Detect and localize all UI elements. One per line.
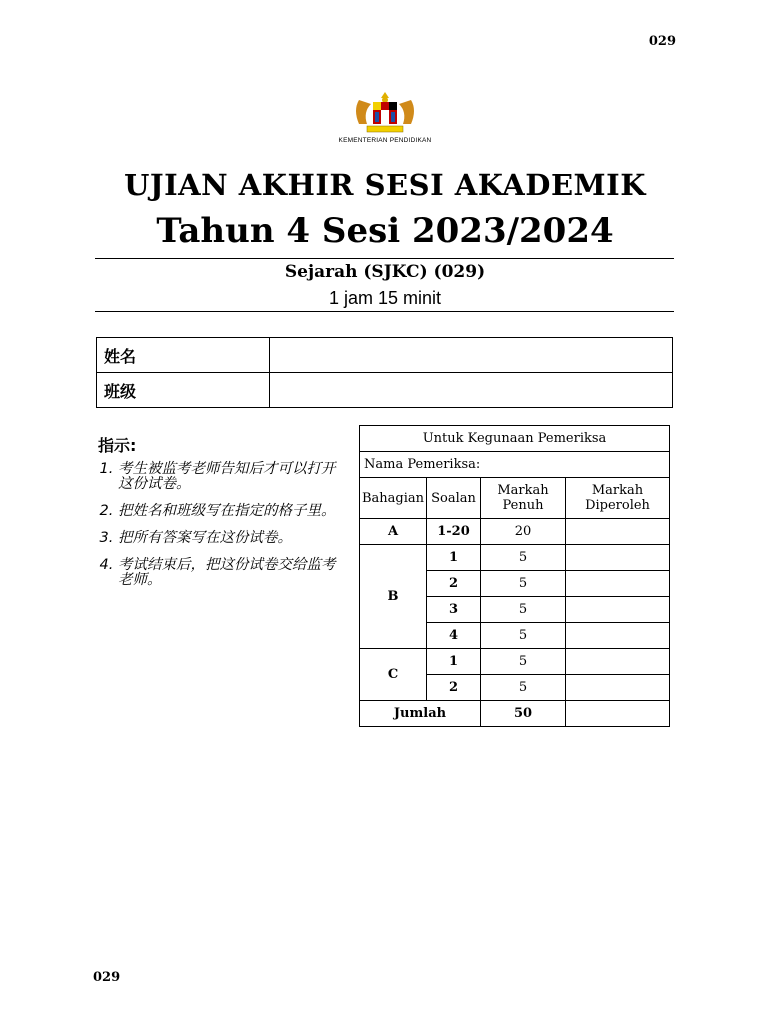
marks-obtained-cell[interactable] xyxy=(566,675,670,701)
question-cell: 2 xyxy=(427,675,481,701)
marks-obtained-cell[interactable] xyxy=(566,623,670,649)
examiner-table-title: Untuk Kegunaan Pemeriksa xyxy=(360,426,670,452)
table-row xyxy=(360,649,670,675)
table-header-row xyxy=(360,478,670,519)
full-marks-cell: 5 xyxy=(481,675,566,701)
header-marks-obtained: Markah Diperoleh xyxy=(566,478,670,519)
full-marks-cell: 5 xyxy=(481,623,566,649)
subject-title: Sejarah (SJKC) (029) xyxy=(284,262,486,282)
class-field[interactable] xyxy=(270,373,673,408)
marks-obtained-cell[interactable] xyxy=(566,649,670,675)
instruction-item: 3. 把所有答案写在这份试卷。 xyxy=(118,531,343,546)
instruction-item: 4. 考试结束后，把这份试卷交给监考老师。 xyxy=(118,558,343,588)
question-cell: 1 xyxy=(427,545,481,571)
table-row xyxy=(360,545,670,571)
name-row xyxy=(97,338,673,373)
class-label: 班级 xyxy=(97,373,270,408)
instructions-title: 指示: xyxy=(98,436,137,455)
section-c: C xyxy=(360,649,427,701)
question-cell: 4 xyxy=(427,623,481,649)
name-label: 姓名 xyxy=(97,338,270,373)
full-marks-cell: 5 xyxy=(481,545,566,571)
question-cell: 1 xyxy=(427,649,481,675)
header-section: Bahagian xyxy=(360,478,427,519)
name-field[interactable] xyxy=(270,338,673,373)
marks-obtained-cell[interactable] xyxy=(566,571,670,597)
instructions-list xyxy=(98,462,343,588)
total-label: Jumlah xyxy=(360,701,481,727)
marks-obtained-cell[interactable] xyxy=(566,597,670,623)
ministry-label: KEMENTERIAN PENDIDIKAN xyxy=(338,137,432,144)
total-marks-obtained-cell[interactable] xyxy=(566,701,670,727)
full-marks-cell: 5 xyxy=(481,571,566,597)
class-row xyxy=(97,373,673,408)
full-marks-cell: 20 xyxy=(481,519,566,545)
coat-of-arms-logo xyxy=(345,90,425,136)
instruction-item: 2. 把姓名和班级写在指定的格子里。 xyxy=(118,504,343,519)
divider xyxy=(95,311,674,312)
header-full-marks: Markah Penuh xyxy=(481,478,566,519)
student-info-box xyxy=(96,337,673,408)
exam-year-session: Tahun 4 Sesi 2023/2024 xyxy=(156,211,614,251)
header-question: Soalan xyxy=(427,478,481,519)
instruction-item: 1. 考生被监考老师告知后才可以打开这份试卷。 xyxy=(118,462,343,492)
question-cell: 2 xyxy=(427,571,481,597)
table-row xyxy=(360,519,670,545)
section-b: B xyxy=(360,545,427,649)
question-cell: 1-20 xyxy=(427,519,481,545)
total-full-marks: 50 xyxy=(481,701,566,727)
section-a: A xyxy=(360,519,427,545)
marks-obtained-cell[interactable] xyxy=(566,519,670,545)
total-row xyxy=(360,701,670,727)
divider xyxy=(95,258,674,259)
examiner-table xyxy=(359,425,670,727)
paper-code-bottom: 029 xyxy=(93,970,121,985)
exam-duration: 1 jam 15 minit xyxy=(328,288,442,308)
examiner-name-label: Nama Pemeriksa: xyxy=(360,452,670,478)
question-cell: 3 xyxy=(427,597,481,623)
exam-title: UJIAN AKHIR SESI AKADEMIK xyxy=(124,168,646,202)
full-marks-cell: 5 xyxy=(481,597,566,623)
paper-code-top: 029 xyxy=(648,34,676,49)
instructions xyxy=(98,433,343,600)
marks-obtained-cell[interactable] xyxy=(566,545,670,571)
full-marks-cell: 5 xyxy=(481,649,566,675)
